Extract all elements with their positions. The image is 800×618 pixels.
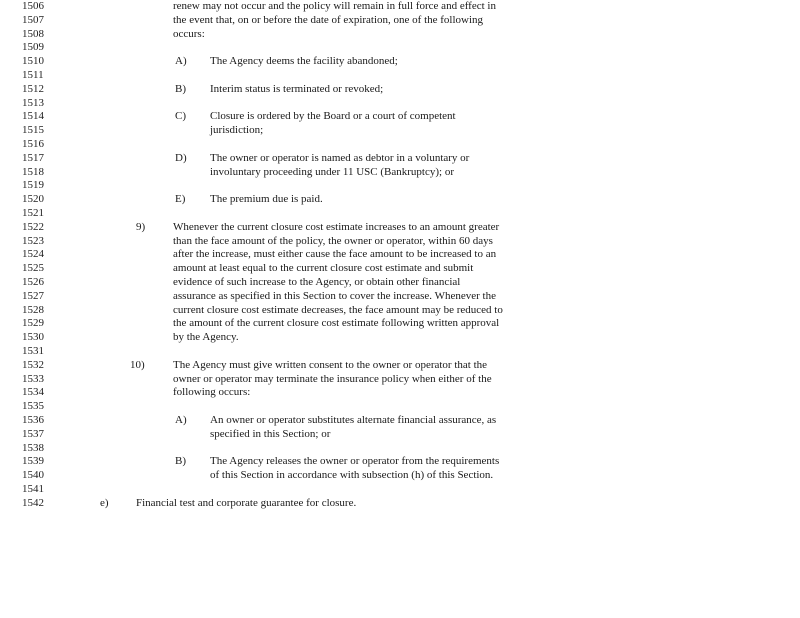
item-text-line: Whenever the current closure cost estimate increases to an amount greater (173, 220, 500, 233)
continuation-line: the event that, on or before the date of expiration, one of the following (173, 13, 484, 26)
line-number: 1529 (22, 317, 44, 330)
list-item-text: involuntary proceeding under 11 USC (Bankruptcy); or (210, 165, 454, 178)
item-text-line: the amount of the current closure cost estimate following written approval (173, 317, 500, 330)
item-text-line: evidence of such increase to the Agency, or obtain other financial (173, 276, 461, 288)
line-number: 1510 (22, 55, 44, 68)
list-label: C) (175, 110, 186, 123)
subsection-label: e) (100, 496, 109, 509)
line-number: 1531 (22, 345, 44, 357)
line-number: 1539 (22, 455, 44, 468)
line-number: 1517 (22, 151, 44, 164)
line-number: 1541 (22, 483, 44, 495)
line-number: 1522 (22, 220, 44, 233)
line-number: 1540 (22, 469, 44, 482)
item-text-line: owner or operator may terminate the insurance policy when either of the (173, 372, 492, 385)
item-text-line: than the face amount of the policy, the owner or operator, within 60 days (173, 234, 493, 247)
list-label: A) (175, 414, 187, 426)
continuation-line: occurs: (173, 27, 205, 40)
line-number: 1532 (22, 358, 44, 371)
item-text-line: current closure cost estimate decreases, the face amount may be reduced to (173, 303, 503, 316)
line-number: 1533 (22, 372, 44, 385)
line-number: 1513 (22, 96, 44, 109)
line-number: 1507 (22, 13, 44, 26)
item-text-line: amount at least equal to the current closure cost estimate and submit (173, 262, 474, 275)
list-item-text: An owner or operator substitutes alternate financial assurance, as (210, 414, 497, 426)
list-item-text: The owner or operator is named as debtor in a voluntary or (210, 151, 470, 164)
line-number: 1519 (22, 179, 44, 192)
line-number: 1520 (22, 193, 44, 206)
continuation-line: renew may not occur and the policy will remain in full force and effect in (173, 0, 496, 12)
line-number: 1523 (22, 234, 44, 247)
list-item-text: of this Section in accordance with subsection (h) of this Section. (210, 469, 494, 482)
line-number: 1525 (22, 262, 44, 275)
line-number: 1528 (22, 303, 44, 316)
line-number: 1509 (22, 41, 44, 54)
line-number: 1535 (22, 400, 44, 413)
list-label: E) (175, 193, 186, 206)
line-number: 1511 (22, 69, 44, 81)
line-number: 1512 (22, 82, 44, 95)
item-text-line: assurance as specified in this Section to cover the increase. Whenever the (173, 289, 496, 302)
list-label: D) (175, 151, 187, 164)
list-label: A) (175, 55, 187, 68)
item-label: 9) (136, 220, 146, 233)
line-number: 1515 (22, 124, 44, 137)
item-text-line: The Agency must give written consent to the owner or operator that the (173, 358, 488, 371)
line-number: 1537 (22, 427, 44, 440)
item-text-line: following occurs: (173, 386, 251, 399)
line-number: 1516 (22, 138, 44, 150)
line-number: 1508 (22, 27, 44, 40)
line-number: 1534 (22, 386, 44, 399)
list-item-text: jurisdiction; (210, 124, 264, 137)
line-number: 1524 (22, 248, 44, 261)
line-number: 1521 (22, 207, 44, 219)
line-number: 1538 (22, 441, 44, 454)
list-item-text: Interim status is terminated or revoked; (210, 82, 384, 95)
list-item-text: The premium due is paid. (210, 193, 323, 206)
list-item-text: The Agency deems the facility abandoned; (210, 55, 398, 68)
line-number: 1518 (22, 165, 44, 178)
line-number: 1536 (22, 414, 44, 426)
line-number: 1542 (22, 496, 44, 509)
line-number: 1514 (22, 110, 44, 123)
list-label: B) (175, 455, 186, 468)
item-label: 10) (130, 358, 145, 371)
line-number: 1527 (22, 289, 44, 302)
list-label: B) (175, 82, 186, 95)
list-item-text: specified in this Section; or (210, 427, 331, 440)
line-number: 1530 (22, 331, 44, 344)
line-number: 1526 (22, 276, 44, 288)
subsection-heading: Financial test and corporate guarantee for closure. (136, 496, 357, 509)
list-item-text: Closure is ordered by the Board or a court of competent (210, 110, 456, 123)
list-item-text: The Agency releases the owner or operator from the requirements (210, 455, 500, 468)
item-text-line: by the Agency. (173, 331, 239, 344)
line-number: 1506 (22, 0, 44, 12)
item-text-line: after the increase, must either cause the face amount to be increased to an (173, 248, 497, 261)
